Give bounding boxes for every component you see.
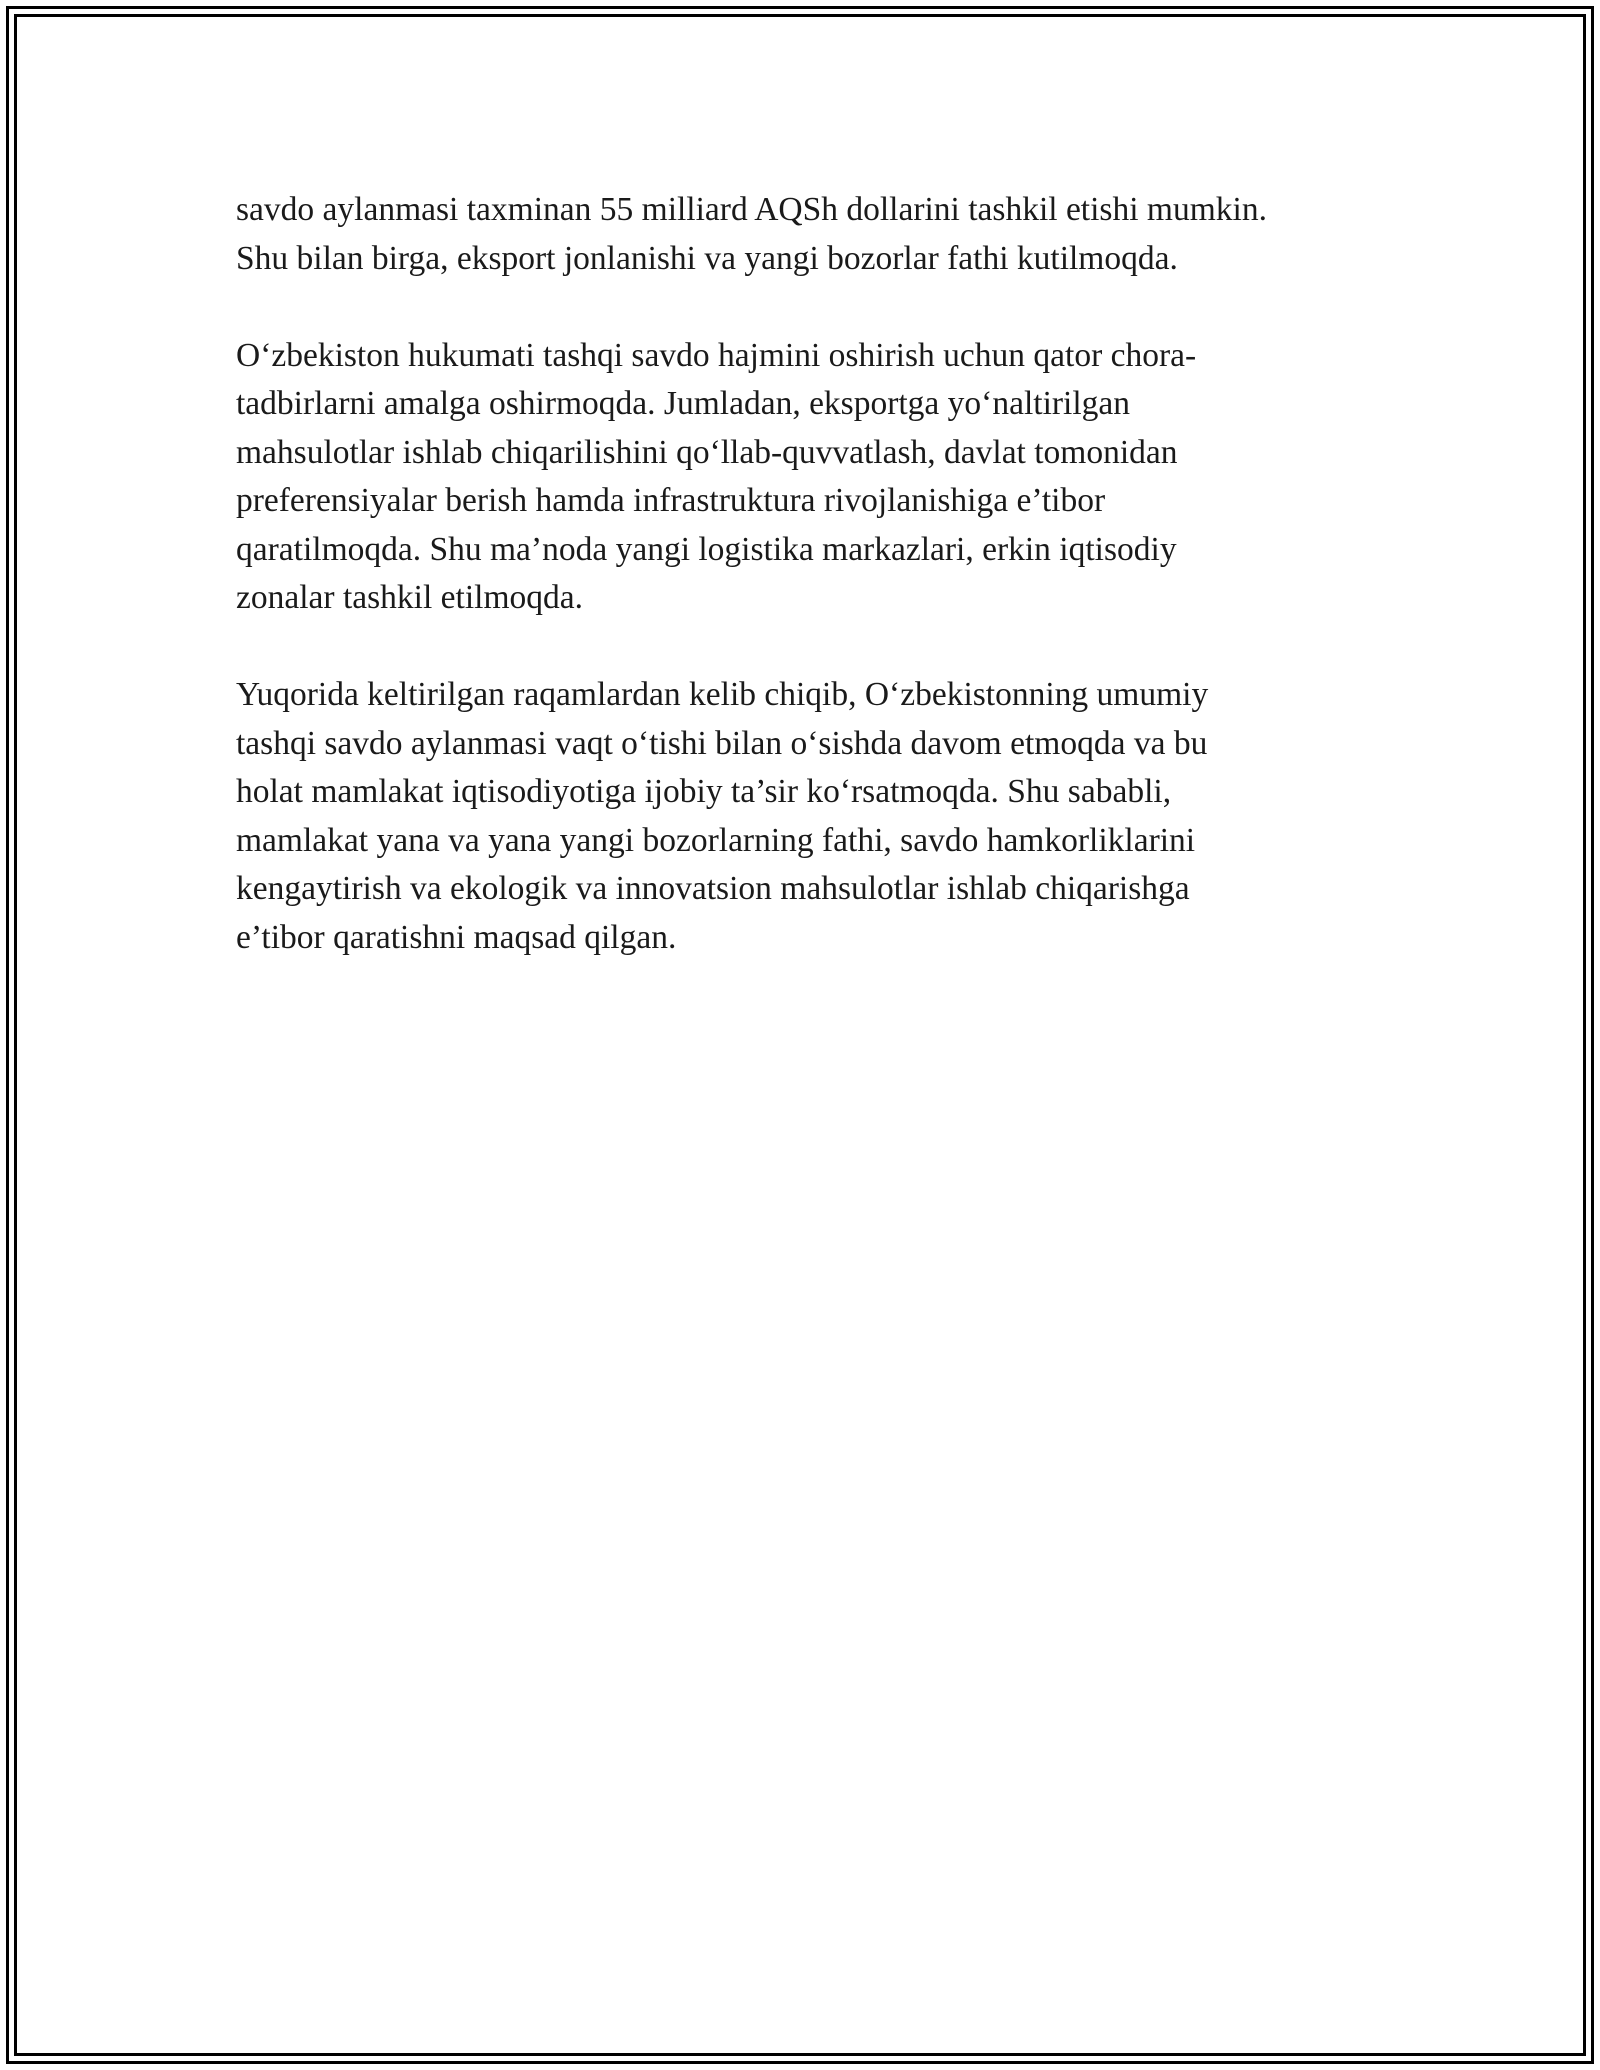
text-line: O‘zbekiston hukumati tashqi savdo hajmini oshirish uchun qator chora- — [236, 336, 1197, 374]
paragraph-1 — [236, 186, 1376, 283]
text-line: Shu bilan birga, eksport jonlanishi va yangi bozorlar fathi kutilmoqda. — [236, 239, 1178, 277]
text-line: e’tibor qaratishni maqsad qilgan. — [236, 918, 677, 956]
text-line: savdo aylanmasi taxminan 55 milliard AQSh dollarini tashkil etishi mumkin. — [236, 191, 1267, 228]
text-line: mahsulotlar ishlab chiqarilishini qo‘llab-quvvatlash, davlat tomonidan — [236, 433, 1178, 471]
text-line: preferensiyalar berish hamda infrastruktura rivojlanishiga e’tibor — [236, 482, 1106, 519]
text-line: Yuqorida keltirilgan raqamlardan kelib chiqib, O‘zbekistonning umumiy — [236, 676, 1209, 713]
paragraph-2 — [236, 332, 1376, 623]
paragraph-3 — [236, 671, 1376, 962]
text-line: holat mamlakat iqtisodiyotiga ijobiy ta’sir ko‘rsatmoqda. Shu sababli, — [236, 773, 1172, 810]
text-line: tadbirlarni amalga oshirmoqda. Jumladan, eksportga yo‘naltirilgan — [236, 385, 1131, 422]
text-line: kengaytirish va ekologik va innovatsion mahsulotlar ishlab chiqarishga — [236, 870, 1190, 907]
text-line: zonalar tashkil etilmoqda. — [236, 579, 583, 616]
document-body — [236, 186, 1376, 1011]
text-line: tashqi savdo aylanmasi vaqt o‘tishi bilan o‘sishda davom etmoqda va bu — [236, 724, 1208, 762]
text-line: qaratilmoqda. Shu ma’noda yangi logistika markazlari, erkin iqtisodiy — [236, 530, 1177, 568]
text-line: mamlakat yana va yana yangi bozorlarning fathi, savdo hamkorliklarini — [236, 821, 1196, 859]
